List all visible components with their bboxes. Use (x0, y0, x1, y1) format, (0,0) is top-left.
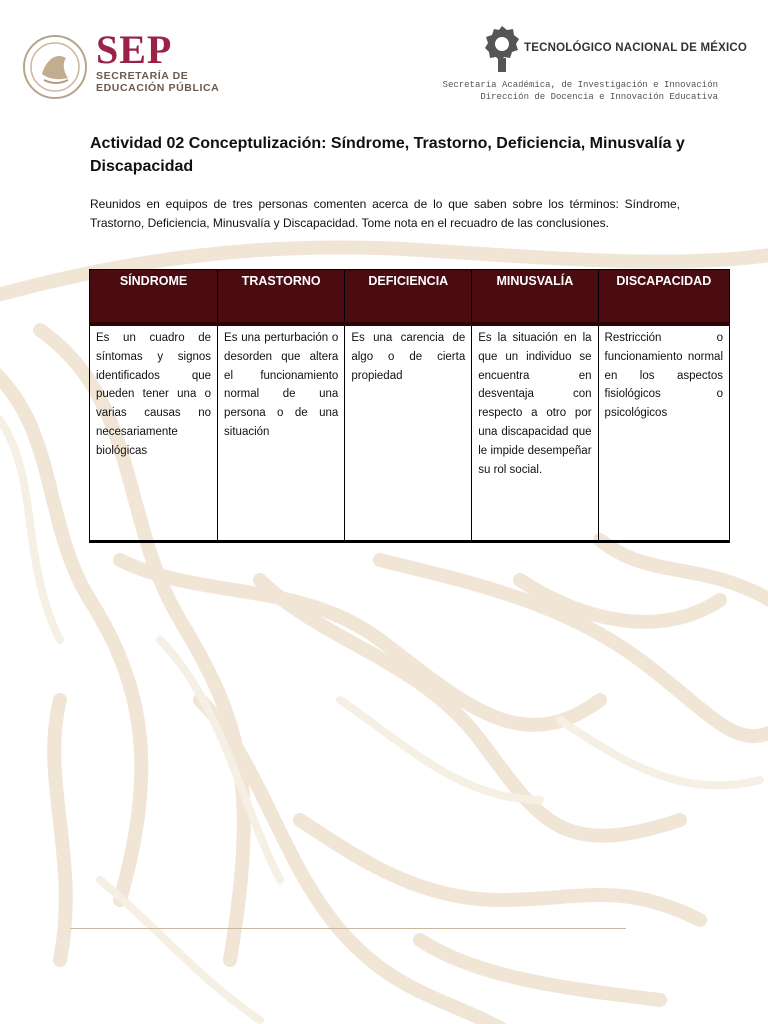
tec-gear-icon (484, 24, 520, 74)
sep-line-1: SECRETARÍA DE (96, 70, 189, 82)
table-header-row (90, 270, 730, 325)
cell-discapacidad: Restricción o funcionamiento normal en los aspectos fisiológicos o psicológicos (598, 324, 729, 542)
sep-line-2: EDUCACIÓN PÚBLICA (96, 82, 220, 94)
cell-minusvalia: Es la situación en la que un individuo se encuentra en desventaja con respecto a otro por una discapacidad que le impide desempeñar su rol social. (472, 324, 598, 542)
activity-title: Actividad 02 Conceptulización: Síndrome, Trastorno, Deficiencia, Minusvalía y Discapacidad (90, 135, 685, 175)
cell-sindrome: Es un cuadro de síntomas y signos identificados que pueden tener una o varias causas no necesariamente biológicas (90, 324, 218, 542)
header-discapacidad: DISCAPACIDAD (598, 270, 729, 325)
cell-deficiencia: Es una carencia de algo o de cierta propiedad (345, 324, 472, 542)
footer-divider (70, 928, 626, 929)
cell-trastorno: Es una perturbación o desorden que altera el funcionamiento normal de una persona o de una situación (218, 324, 345, 542)
header-trastorno: TRASTORNO (218, 270, 345, 325)
header-deficiencia: DEFICIENCIA (345, 270, 472, 325)
page-header (0, 0, 768, 110)
activity-instructions: Reunidos en equipos de tres personas comenten acerca de lo que saben sobre los términos: Síndrome, Trastorno, Deficiencia, Minusvalía y Discapacidad. Tome nota en el recuadro de las conclusiones. (90, 197, 680, 230)
header-minusvalia: MINUSVALÍA (472, 270, 598, 325)
sep-mark: SEP (96, 27, 173, 72)
table-row (90, 324, 730, 542)
header-sindrome: SÍNDROME (90, 270, 218, 325)
tec-subtitle-line-1: Secretaría Académica, de Investigación e Innovación (442, 80, 718, 90)
tec-subtitle (443, 79, 718, 103)
sep-logo (96, 27, 220, 94)
national-seal-icon (22, 34, 88, 100)
tec-name: TECNOLÓGICO NACIONAL DE MÉXICO (524, 42, 748, 54)
tec-subtitle-line-2: Dirección de Docencia e Innovación Educativa (480, 92, 718, 102)
concepts-table (89, 269, 730, 543)
